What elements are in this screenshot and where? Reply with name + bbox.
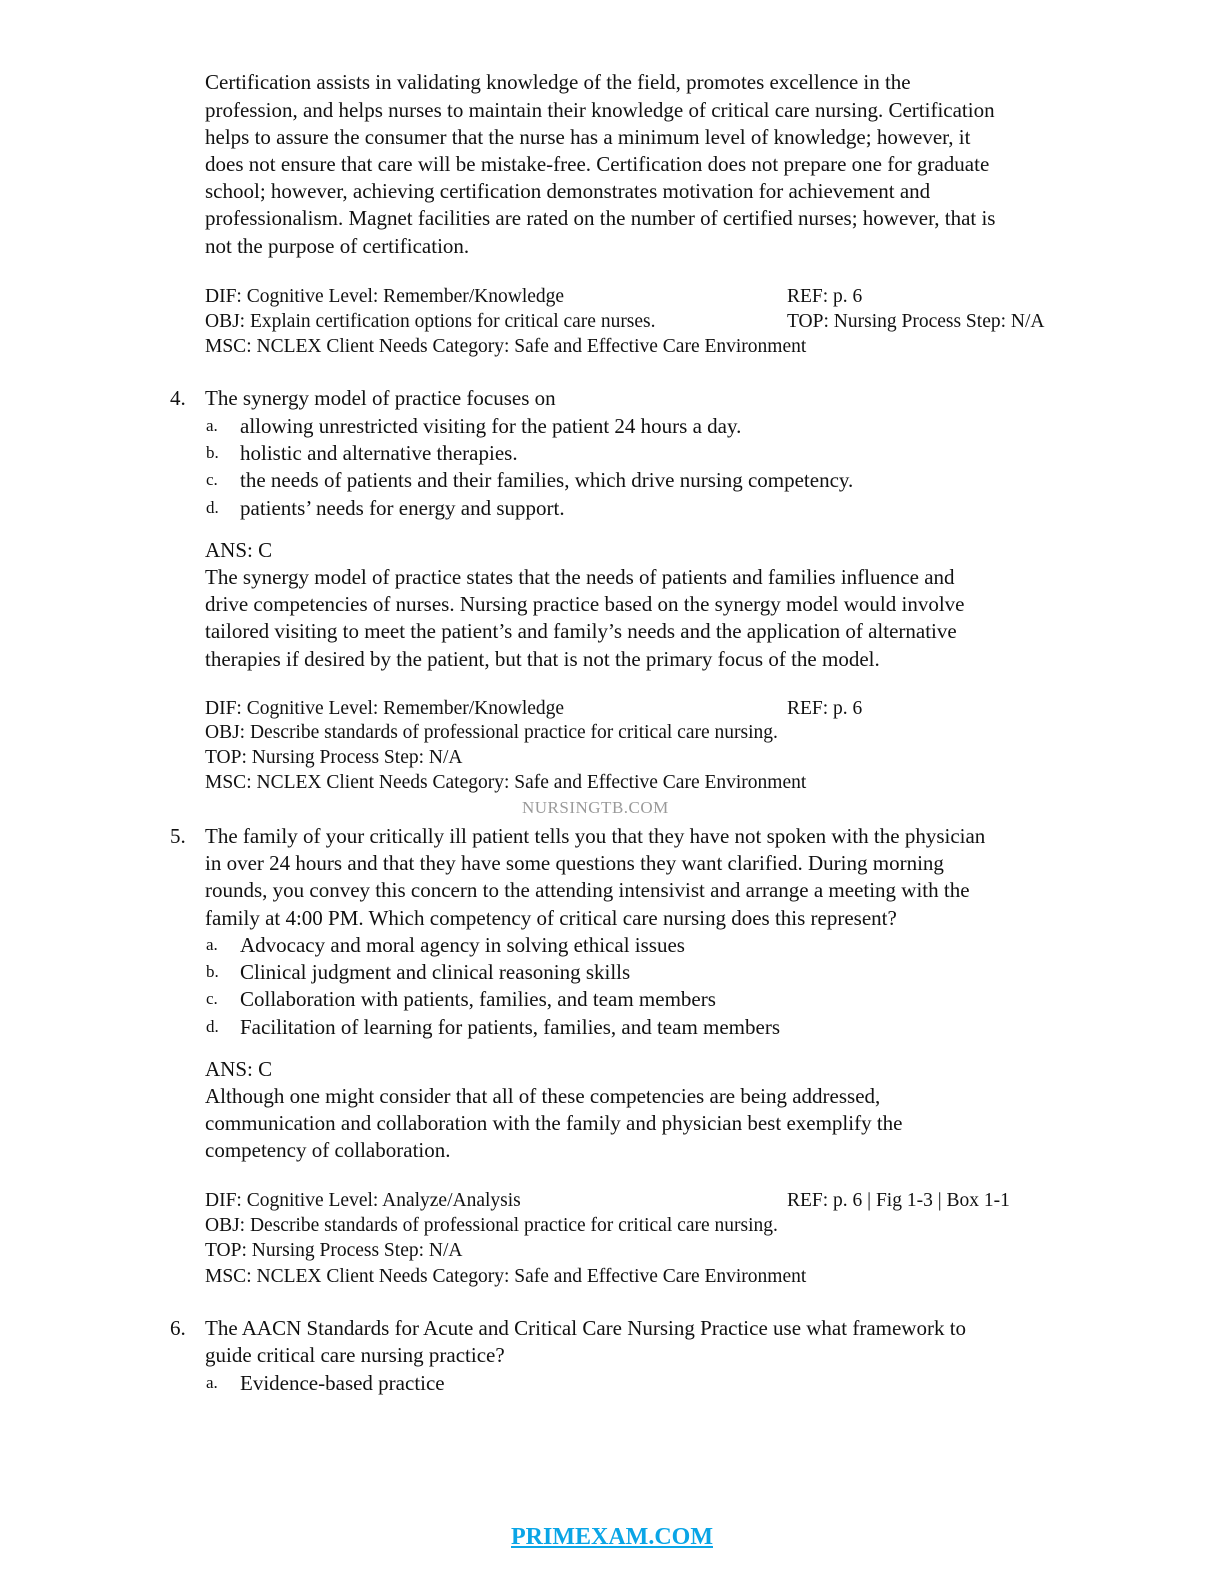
option-letter: b. [206,443,219,462]
question-stem: rounds, you convey this concern to the attending intensivist and arrange a meeting with the [205,878,970,902]
watermark: NURSINGTB.COM [522,798,669,817]
objective: OBJ: Describe standards of professional practice for critical care nursing. [205,722,778,743]
difficulty: DIF: Cognitive Level: Remember/Knowledge [205,698,565,719]
question-number: 4. [170,386,186,410]
option-text: Facilitation of learning for patients, families, and team members [240,1015,781,1039]
option-letter: c. [206,470,218,489]
answer: ANS: C [205,1057,273,1081]
option-text: Clinical judgment and clinical reasoning skills [240,960,631,984]
topic: TOP: Nursing Process Step: N/A [205,1240,463,1261]
option-text: Advocacy and moral agency in solving ethical issues [240,933,685,957]
rationale-line: therapies if desired by the patient, but that is not the primary focus of the model. [205,647,880,671]
text-line: does not ensure that care will be mistake-free. Certification does not prepare one for graduate [205,152,990,176]
option-text: Collaboration with patients, families, and team members [240,987,716,1011]
question-stem: The family of your critically ill patient tells you that they have not spoken with the physician [205,824,986,848]
text-line: helps to assure the consumer that the nurse has a minimum level of knowledge; however, it [205,125,971,149]
question-stem: family at 4:00 PM. Which competency of critical care nursing does this represent? [205,906,897,930]
rationale-line: competency of collaboration. [205,1138,451,1162]
option-text: the needs of patients and their families, which drive nursing competency. [240,468,854,492]
footer-link[interactable]: PRIMEXAM.COM [511,1524,713,1550]
option-letter: d. [206,1017,219,1036]
option-letter: a. [206,1373,218,1392]
msc-category: MSC: NCLEX Client Needs Category: Safe and Effective Care Environment [205,772,807,793]
rationale-line: Although one might consider that all of these competencies are being addressed, [205,1084,881,1108]
text-line: school; however, achieving certification demonstrates motivation for achievement and [205,179,931,203]
question-number: 5. [170,824,186,848]
msc-category: MSC: NCLEX Client Needs Category: Safe and Effective Care Environment [205,336,807,357]
text-line: not the purpose of certification. [205,234,470,258]
option-text: holistic and alternative therapies. [240,441,518,465]
rationale-line: The synergy model of practice states that the needs of patients and families influence and [205,565,955,589]
difficulty: DIF: Cognitive Level: Analyze/Analysis [205,1190,521,1211]
text-line: Certification assists in validating knowledge of the field, promotes excellence in the [205,70,911,94]
rationale-line: communication and collaboration with the family and physician best exemplify the [205,1111,903,1135]
text-line: professionalism. Magnet facilities are rated on the number of certified nurses; however, that is [205,206,996,230]
option-letter: c. [206,989,218,1008]
text-line: profession, and helps nurses to maintain their knowledge of critical care nursing. Certification [205,98,995,122]
question-stem: guide critical care nursing practice? [205,1343,505,1367]
rationale-line: drive competencies of nurses. Nursing practice based on the synergy model would involve [205,592,965,616]
topic: TOP: Nursing Process Step: N/A [205,747,463,768]
objective: OBJ: Describe standards of professional practice for critical care nursing. [205,1215,778,1236]
option-text: patients’ needs for energy and support. [240,496,565,520]
option-letter: a. [206,935,218,954]
reference: REF: p. 6 [787,698,863,719]
reference: REF: p. 6 | Fig 1-3 | Box 1-1 [787,1190,1010,1211]
question-stem: The synergy model of practice focuses on [205,386,556,410]
option-letter: a. [206,416,218,435]
option-text: allowing unrestricted visiting for the patient 24 hours a day. [240,414,742,438]
topic: TOP: Nursing Process Step: N/A [787,311,1045,332]
msc-category: MSC: NCLEX Client Needs Category: Safe and Effective Care Environment [205,1266,807,1287]
option-letter: d. [206,498,219,517]
objective: OBJ: Explain certification options for critical care nurses. [205,311,656,332]
question-number: 6. [170,1316,186,1340]
reference: REF: p. 6 [787,286,863,307]
rationale-line: tailored visiting to meet the patient’s and family’s needs and the application of alternative [205,619,957,643]
option-text: Evidence-based practice [240,1371,445,1395]
option-letter: b. [206,962,219,981]
difficulty: DIF: Cognitive Level: Remember/Knowledge [205,286,565,307]
question-stem: The AACN Standards for Acute and Critical Care Nursing Practice use what framework to [205,1316,967,1340]
answer: ANS: C [205,538,273,562]
question-stem: in over 24 hours and that they have some questions they want clarified. During morning [205,851,944,875]
